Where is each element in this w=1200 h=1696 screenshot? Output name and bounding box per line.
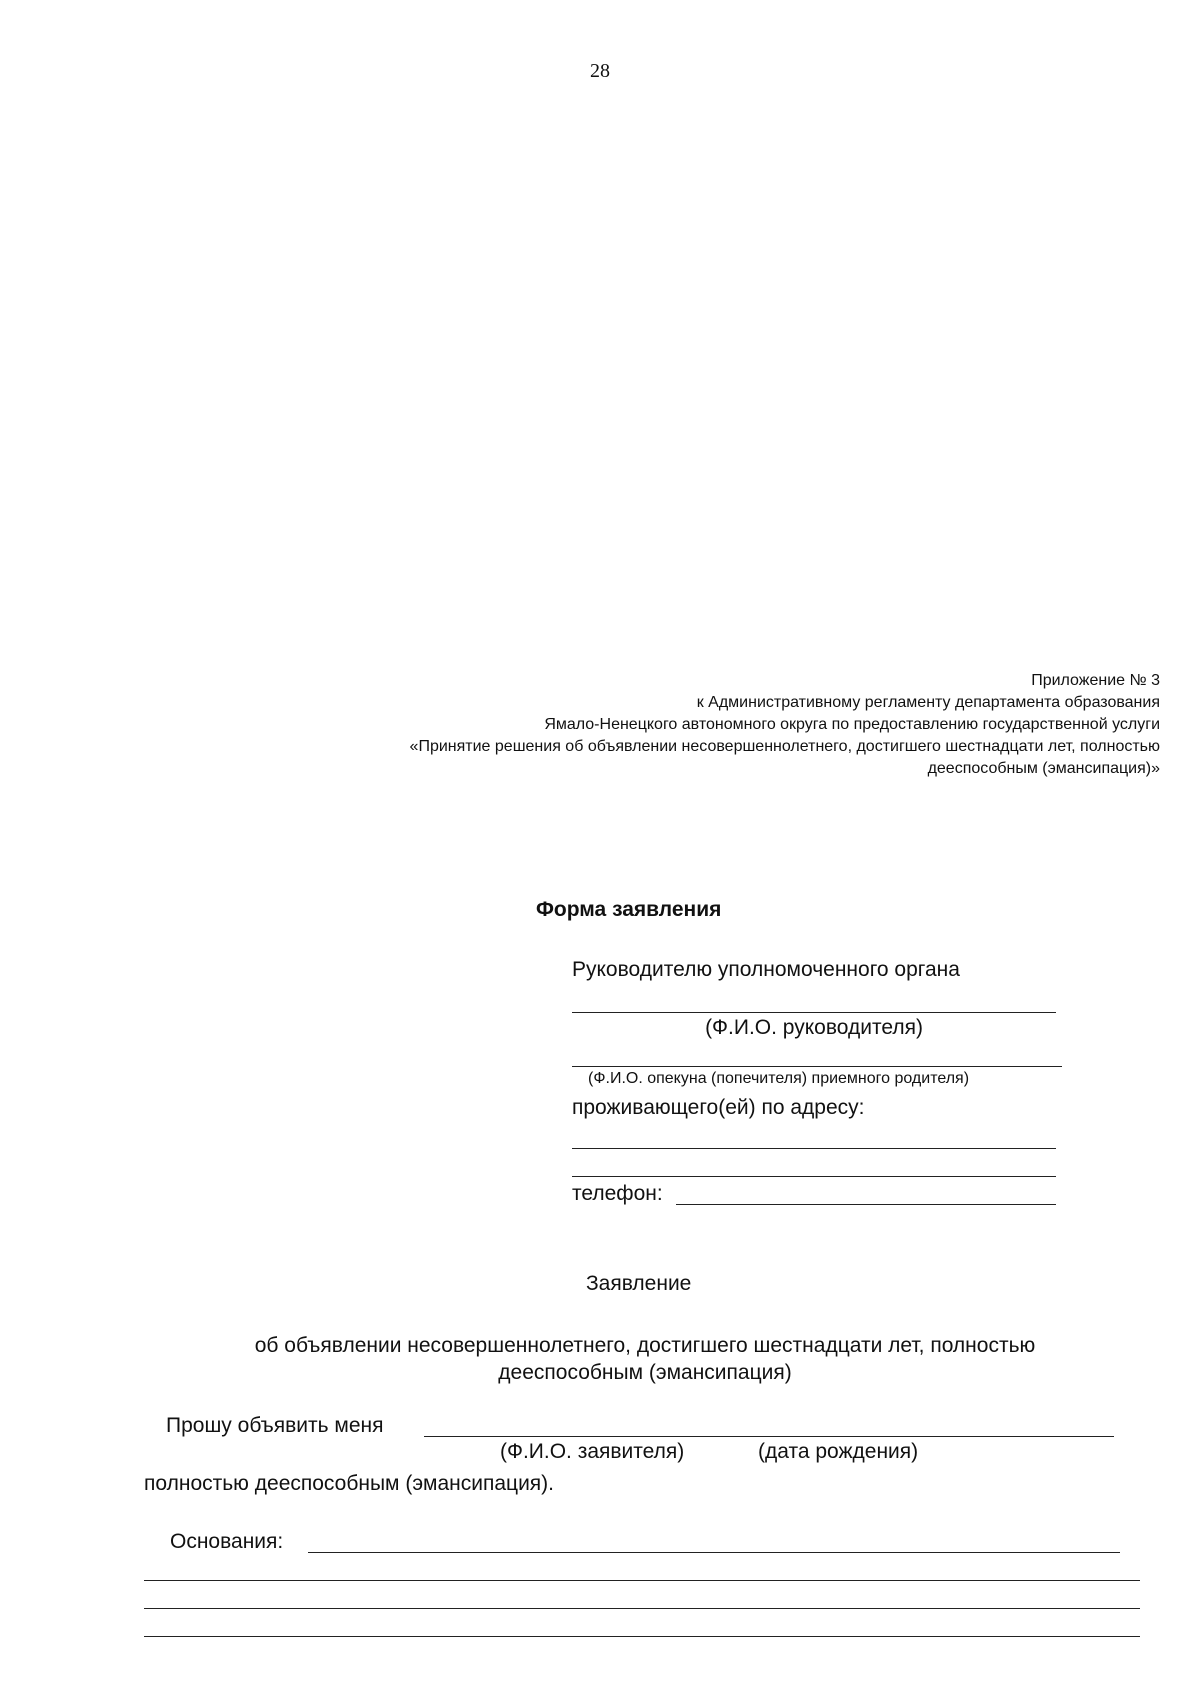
applicant-line	[424, 1436, 1114, 1437]
annex-line-5: дееспособным (эмансипация)»	[927, 760, 1160, 777]
grounds-line-2	[144, 1580, 1140, 1581]
address-line-2	[572, 1176, 1056, 1177]
address-label: проживающего(ей) по адресу:	[572, 1096, 865, 1119]
annex-header	[160, 670, 1160, 780]
guardian-name-line	[572, 1066, 1062, 1067]
annex-line-4: «Принятие решения об объявлении несовершеннолетнего, достигшего шестнадцати лет, полностью	[409, 738, 1160, 755]
head-name-line	[572, 1012, 1056, 1013]
guardian-name-caption: (Ф.И.О. опекуна (попечителя) приемного родителя)	[588, 1070, 970, 1087]
addressee-to: Руководителю уполномоченного органа	[572, 958, 960, 981]
grounds-line-1	[308, 1552, 1120, 1553]
phone-line	[676, 1204, 1056, 1205]
statement-subtitle-2: дееспособным (эмансипация)	[498, 1361, 792, 1384]
grounds-line-4	[144, 1636, 1140, 1637]
annex-line-1: Приложение № 3	[1031, 672, 1160, 689]
annex-line-2: к Административному регламенту департамента образования	[696, 694, 1160, 711]
statement-subtitle-1: об объявлении несовершеннолетнего, достигшего шестнадцати лет, полностью	[254, 1334, 1036, 1357]
page-number: 28	[590, 60, 610, 82]
head-name-caption: (Ф.И.О. руководителя)	[705, 1016, 923, 1039]
statement-title: Заявление	[586, 1272, 692, 1295]
applicant-caption: (Ф.И.О. заявителя)	[500, 1440, 685, 1463]
form-title: Форма заявления	[536, 898, 722, 921]
request-label: Прошу объявить меня	[166, 1414, 384, 1437]
grounds-line-3	[144, 1608, 1140, 1609]
address-line-1	[572, 1148, 1056, 1149]
annex-line-3: Ямало-Ненецкого автономного округа по предоставлению государственной услуги	[544, 716, 1160, 733]
phone-label: телефон:	[572, 1182, 663, 1205]
request-tail: полностью дееспособным (эмансипация).	[144, 1472, 554, 1495]
grounds-label: Основания:	[170, 1530, 284, 1553]
birthdate-caption: (дата рождения)	[758, 1440, 919, 1463]
